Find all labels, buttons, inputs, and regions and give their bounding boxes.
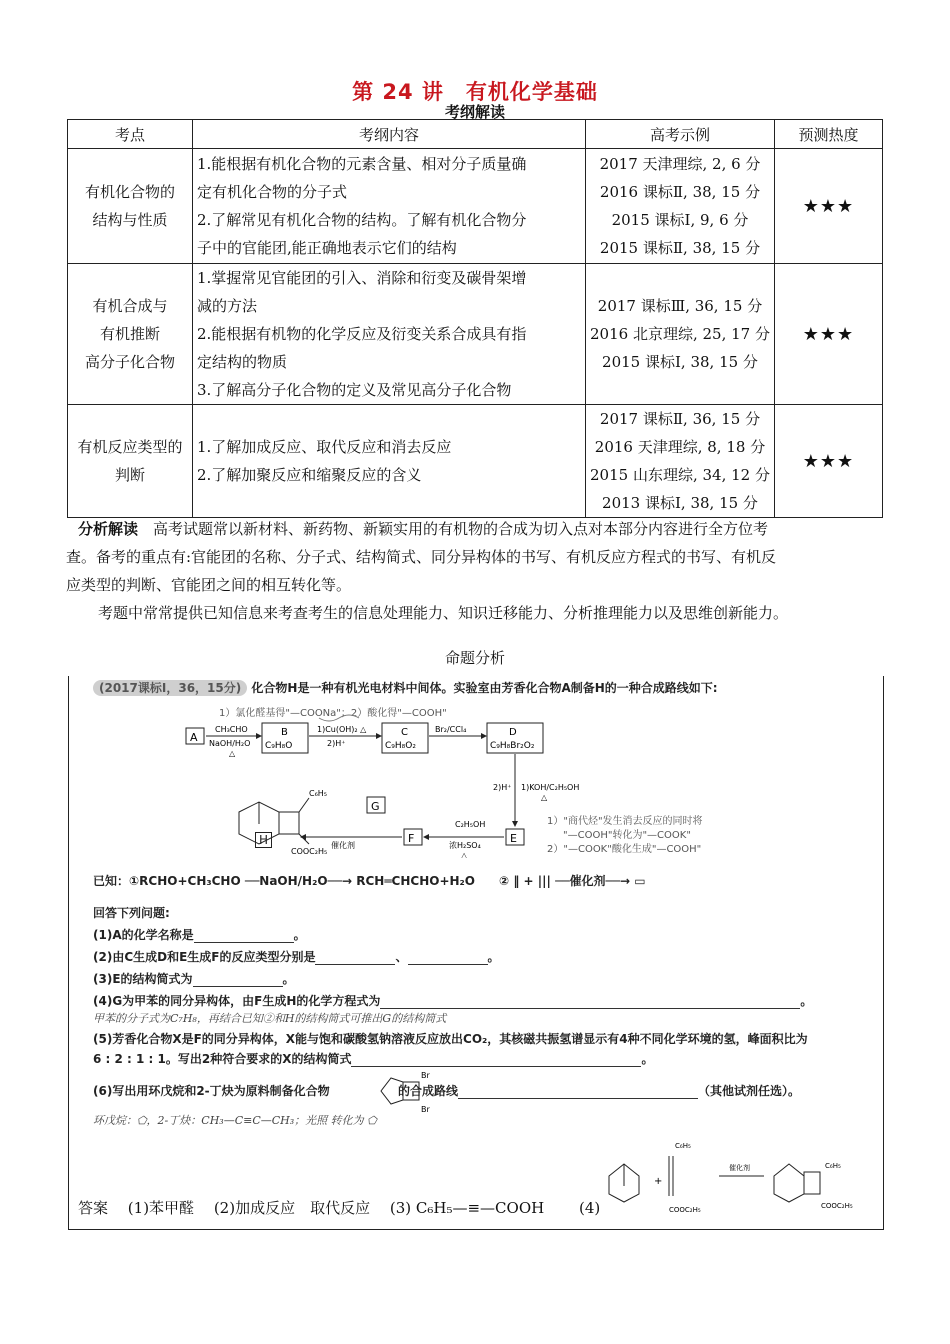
svg-text:2)H⁺: 2)H⁺	[493, 783, 512, 792]
table-row	[68, 264, 883, 405]
svg-text:1)KOH/C₂H₅OH: 1)KOH/C₂H₅OH	[521, 783, 580, 792]
svg-text:C₉H₈O₂: C₉H₈O₂	[385, 741, 416, 751]
content-cell: 1.掌握常见官能团的引入、消除和衍变及碳骨架增 减的方法 2.能根据有机物的化学反应及衍变关系合成具有指 定结构的物质 3.了解高分子化合物的定义及常见高分子化合物	[193, 264, 586, 405]
svg-text:"—COOH"转化为"—COOK": "—COOH"转化为"—COOK"	[563, 830, 691, 841]
svg-text:催化剂: 催化剂	[729, 1164, 750, 1172]
svg-text:△: △	[229, 749, 236, 758]
question-intro: (2017课标Ⅰ，36，15分) 化合物H是一种有机光电材料中间体。实验室由芳香化合物A制备H的一种合成路线如下:	[93, 679, 718, 696]
content-cell: 1.了解加成反应、取代反应和消去反应 2.了解加聚反应和缩聚反应的含义	[193, 405, 586, 518]
svg-text:B: B	[281, 727, 288, 738]
handwritten-note: 甲苯的分子式为C₇H₈，再结合已知②和H的结构简式可推出G的结构简式	[93, 1012, 447, 1025]
svg-text:COOC₂H₅: COOC₂H₅	[821, 1202, 853, 1210]
examples-cell: 2017 天津理综, 2, 6 分 2016 课标Ⅱ, 38, 15 分 2015 课标Ⅰ, 9, 6 分 2015 课标Ⅱ, 38, 15 分	[586, 149, 775, 264]
table-row	[68, 405, 883, 518]
svg-text:D: D	[509, 727, 517, 738]
source-tag: (2017课标Ⅰ，36，15分)	[93, 680, 247, 696]
question-6: (6)写出用环戊烷和2-丁炔为原料制备化合物 的合成路线 （其他试剂任选）。	[93, 1084, 801, 1098]
svg-text:△: △	[461, 851, 468, 858]
examples-cell: 2017 课标Ⅱ, 36, 15 分 2016 天津理综, 8, 18 分 2015 山东理综, 34, 12 分 2013 课标Ⅰ, 38, 15 分	[586, 405, 775, 518]
answer-3: (3)	[389, 1199, 412, 1217]
svg-text:C₆H₅: C₆H₅	[309, 789, 328, 798]
section-heading: 命题分析	[444, 649, 505, 667]
handwritten-note: 环戊烷：⬠，2-丁炔：CH₃—C≡C—CH₃；光照 转化为 ⬠	[93, 1114, 377, 1127]
header-cell: 考纲内容	[193, 120, 586, 149]
svg-text:E: E	[510, 832, 517, 845]
answer-4-equation	[589, 1136, 879, 1216]
svg-text:催化剂: 催化剂	[331, 841, 355, 850]
question-box	[68, 676, 884, 1230]
analysis-label: 分析解读	[78, 520, 139, 538]
svg-text:浓H₂SO₄: 浓H₂SO₄	[449, 841, 481, 850]
svg-text:Br: Br	[421, 1071, 430, 1080]
svg-text:C₉H₈Br₂O₂: C₉H₈Br₂O₂	[490, 741, 535, 751]
svg-text:COOC₂H₅: COOC₂H₅	[291, 847, 328, 856]
svg-text:F: F	[408, 832, 415, 845]
table-header-row	[68, 120, 883, 149]
heat-rating: ★★★	[775, 405, 883, 518]
header-cell: 预测热度	[775, 120, 883, 149]
answer-3-formula: C₆H₅—≡—COOH	[415, 1199, 545, 1217]
answer-label: 答案	[78, 1199, 109, 1217]
answer-prompt: 回答下列问题:	[93, 906, 170, 920]
section-subtitle: 考纲解读	[444, 103, 505, 121]
svg-text:1)Cu(OH)₂ △: 1)Cu(OH)₂ △	[317, 725, 367, 734]
compound-h-label: H	[255, 832, 272, 848]
svg-text:C₆H₅: C₆H₅	[675, 1142, 691, 1150]
svg-text:2)H⁺: 2)H⁺	[327, 739, 346, 748]
table-row	[68, 149, 883, 264]
examples-cell: 2017 课标Ⅲ, 36, 15 分 2016 北京理综, 25, 17 分 2015 课标Ⅰ, 38, 15 分	[586, 264, 775, 405]
svg-text:1）"商代烃"发生消去反应的同时将: 1）"商代烃"发生消去反应的同时将	[547, 816, 703, 827]
svg-text:+: +	[654, 1176, 663, 1187]
question-5: (5)芳香化合物X是F的同分异构体，X能与饱和碳酸氢钠溶液反应放出CO₂，其核磁共振氢谱显示有4种不同化学环境的氢，峰面积比为	[93, 1032, 808, 1046]
answer-2: (2)加成反应 取代反应	[213, 1199, 371, 1217]
svg-text:A: A	[190, 731, 198, 744]
svg-text:Br: Br	[421, 1105, 430, 1114]
question-4: (4)G为甲苯的同分异构体，由F生成H的化学方程式为 。	[93, 994, 813, 1008]
answer-1: (1)苯甲醛	[127, 1199, 195, 1217]
question-5-cont: 6 : 2 : 1 : 1。写出2种符合要求的X的结构简式 。	[93, 1052, 654, 1066]
topic-cell: 有机反应类型的 判断	[68, 405, 193, 518]
svg-text:CH₃CHO: CH₃CHO	[215, 725, 248, 734]
page-title: 第 24 讲 有机化学基础	[352, 80, 598, 104]
header-cell: 高考示例	[586, 120, 775, 149]
heat-rating: ★★★	[775, 264, 883, 405]
svg-text:NaOH/H₂O: NaOH/H₂O	[209, 739, 251, 748]
header-cell: 考点	[68, 120, 193, 149]
svg-text:C: C	[401, 727, 408, 738]
svg-text:Br₂/CCl₄: Br₂/CCl₄	[435, 725, 467, 734]
topic-cell: 有机化合物的 结构与性质	[68, 149, 193, 264]
question-2: (2)由C生成D和E生成F的反应类型分别是 、 。	[93, 950, 500, 964]
question-3: (3)E的结构简式为 。	[93, 972, 295, 986]
syllabus-table	[67, 119, 883, 518]
annotation-note: 1）氯化醛基得"—COONa"；2）酸化得"—COOH"	[219, 708, 447, 719]
svg-text:2）"—COOK"酸化生成"—COOH": 2）"—COOK"酸化生成"—COOH"	[547, 844, 702, 855]
svg-text:C₂H₅OH: C₂H₅OH	[455, 820, 486, 829]
answer-4: (4)	[578, 1199, 601, 1217]
content-cell: 1.能根据有机化合物的元素含量、相对分子质量确 定有机化合物的分子式 2.了解常见有机化合物的结构。了解有机化合物分 子中的官能团,能正确地表示它们的结构	[193, 149, 586, 264]
known-info: 已知：①RCHO+CH₃CHO ──NaOH/H₂O──→ RCH═CHCHO+H₂O ② ‖ + ||| ──催化剂──→ ▭	[93, 874, 646, 888]
topic-cell: 有机合成与 有机推断 高分子化合物	[68, 264, 193, 405]
svg-text:△: △	[541, 793, 548, 802]
svg-text:COOC₂H₅: COOC₂H₅	[669, 1206, 701, 1214]
answer-line	[78, 1197, 600, 1218]
target-compound-structure	[371, 1066, 441, 1116]
svg-text:C₆H₅: C₆H₅	[825, 1162, 841, 1170]
question-1: (1)A的化学名称是 。	[93, 928, 306, 942]
analysis-paragraph: 分析解读 高考试题常以新材料、新药物、新颖实用的有机物的合成为切入点对本部分内容进行全方位考 查。备考的重点有:官能团的名称、分子式、结构简式、同分异构体的书写、有机反应方程式的书写、有机反 应类型的判断、官能团之间的相互转化等。 考题中常常提供已知信息来考查考生的信息处理能力、知识迁移能力、分析推理能力以及思维创新能力。	[66, 520, 789, 622]
svg-text:C₉H₈O: C₉H₈O	[265, 741, 293, 751]
compound-h-structure	[239, 798, 309, 844]
synthesis-route-diagram	[69, 698, 881, 858]
heat-rating: ★★★	[775, 149, 883, 264]
svg-text:G: G	[371, 800, 380, 813]
